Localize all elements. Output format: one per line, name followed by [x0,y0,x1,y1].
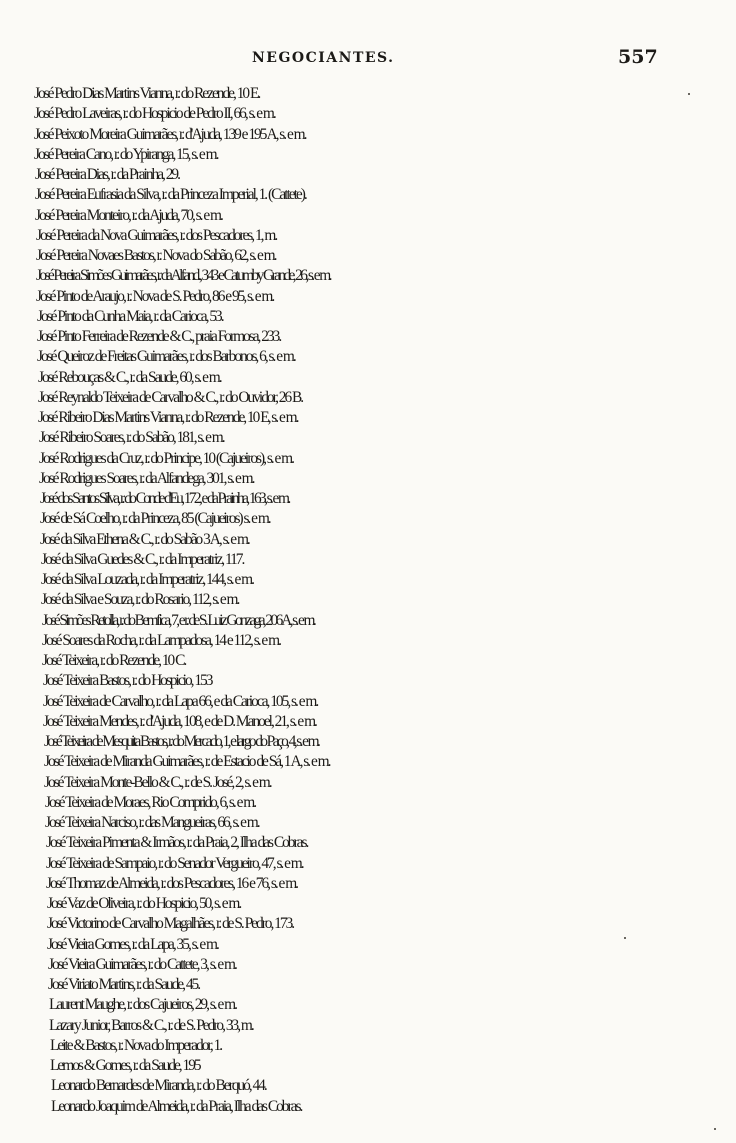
merchant-entry: José Teixeira Bastos, r. do Hospicio, 153 [43,672,212,690]
merchant-entry: José Thomaz de Almeida, r. dos Pescadores, 16 e 76, s. e m. [46,874,298,892]
print-speck [714,1128,716,1130]
merchant-entry: José Vaz de Oliveira, r. do Hospicio, 50, s. e m. [47,895,241,912]
merchant-entry: José dos Santos Silva, r. do Conde d'Eu, 172, e da Prainha, 163, s. e m. [40,490,289,507]
merchant-entry: José Pereira da Nova Guimarães, r. dos Pescadores, 1, m. [36,226,277,244]
print-speck [688,93,690,95]
merchant-entry: José Ribeiro Soares, r. do Sabão, 181, s. e m. [39,429,224,447]
merchant-entry: José Teixeira Pimenta & Irmãos, r. da Praia, 2, Ilha das Cobras. [46,834,308,852]
merchant-list [0,84,736,1117]
print-speck [624,937,626,939]
merchant-entry: José Rebouças & C., r. da Saude, 60, s. e m. [38,368,221,386]
running-title: NEGOCIANTES. [252,50,395,66]
page-header [0,46,736,76]
merchant-entry: José Pereira Simões Guimarães, r. da Alfand., 343 e Catumby Grande, 26, s. e m. [36,267,330,285]
merchant-entry: José Teixeira de Carvalho, r. da Lapa 66, e da Carioca, 105, s. e m. [43,692,318,710]
merchant-entry: Leite & Bastos, r. Nova do Imperador, 1. [50,1036,222,1054]
merchant-entry: José Teixeira de Miranda Guimarães, r. de Estacio de Sá, 1 A, s. e m. [44,753,330,771]
merchant-entry: José Reynaldo Teixeira de Carvalho & C., r. do Ouvidor, 26 B. [38,388,303,406]
merchant-entry: José Pereira Eufrasia da Silva, r. da Princeza Imperial, 1. (Cattete). [35,186,306,204]
merchant-entry: José Teixeira Monte-Bello & C., r. de S. José, 2, s. e m. [44,773,271,791]
merchant-entry: José Queiroz de Freitas Guimarães, r. dos Barbonos, 6, s. e m. [37,348,295,366]
merchant-entry: José Simões Retolla, r. do Bemfica, 7, e r. de S. Luiz Gonzaga, 206 A, s. e m. [42,611,315,629]
merchant-entry: Lemos & Gomes, r. da Saude, 195 [50,1057,200,1074]
merchant-entry: José Teixeira de Mesquita Bastos, r. do Mercado, 1, e largo do Paço, 4, s. e m. [44,733,319,750]
merchant-entry: José Pereira Novaes Bastos, r. Nova do Sabão, 62, s. e m. [36,247,276,264]
merchant-entry: José Pereira Cano, r. do Ypiranga, 15, s. e m. [34,145,218,163]
merchant-entry: José Teixeira de Sampaio, r. do Senador Vergueiro, 47, s. e m. [46,854,303,872]
merchant-entry: Lazary Junior, Barros & C., r. de S. Pedro, 33, m. [49,1016,253,1034]
merchant-entry: José Teixeira Mendes, r. d'Ajuda, 108, e de D. Manoel, 21, s. e m. [43,712,316,730]
merchant-entry: Leonardo Bernardes de Miranda, r. do Berquó, 44. [51,1077,266,1095]
merchant-entry: José Viriato Martins, r. da Saude, 45. [48,976,200,993]
merchant-entry: José Pinto da Cunha Maia, r. da Carioca, 53. [37,307,223,325]
merchant-entry: José Ribeiro Dias Martins Vianna, r. do Rezende, 10 E, s. e m. [38,409,298,426]
merchant-entry: José Pedro Dias Martins Vianna, r. do Rezende, 10 E. [34,85,260,102]
merchant-entry: José da Silva Guedes & C., r. da Imperatriz, 117. [41,550,244,568]
merchant-entry: José Pereira Dias, r. da Prainha, 29. [35,166,179,183]
merchant-entry: José Soares da Rocha, r. da Lampadosa, 14 e 112, s. e m. [42,631,280,649]
merchant-entry: José Pedro Laveiras, r. do Hospicio de Pedro II, 66, s. e m. [34,105,275,123]
merchant-entry: José de Sá Coelho, r. da Princeza, 85 (Cajueiros) s. e m. [40,510,270,528]
merchant-entry: José Victorino de Carvalho Magalhães, r. de S. Pedro, 173. [47,915,294,933]
merchant-entry: José Teixeira de Moraes, Rio Comprido, 6, s. e m. [45,793,256,811]
merchant-entry: José Vieira Gomes, r. da Lapa, 35, s. e m. [47,935,218,953]
merchant-entry: Laurent Maughe, r. dos Cajueiros, 29, s. e m. [49,996,236,1014]
merchant-entry: José Pinto Ferreira de Rezende & C., praia Formosa, 233. [37,328,281,345]
merchant-entry: José Vieira Guimarães, r. do Cattete, 3, s. e m. [48,955,236,973]
merchant-entry: Leonardo Joaquim de Almeida, r. da Praia, Ilha das Cobras. [51,1097,302,1115]
merchant-entry: José da Silva Louzada, r. da Imperatriz, 144, s. e m. [41,571,253,588]
merchant-entry: José Rodrigues da Cruz, r. do Principe, 10 (Cajueiros), s. e m. [39,449,294,467]
merchant-entry: José Teixeira, r. do Rezende, 10 C. [42,652,186,669]
page-number: 557 [618,46,658,68]
merchant-entry: José Peixoto Moreira Guimarães, r. d'Ajuda, 139 e 195 A, s. e m. [34,125,306,143]
merchant-entry: José Pereira Monteiro, r. da Ajuda, 70, s. e m. [35,206,222,224]
merchant-entry: José Teixeira Narciso, r. das Mangueiras, 66, s. e m. [45,814,259,831]
merchant-entry: José Rodrigues Soares, r. da Alfandega, 301, s. e m. [39,469,254,487]
merchant-entry: José da Silva Ethena & C., r. do Sabão 3 A, s. e m. [40,530,249,548]
merchant-entry: José Pinto de Araujo, r. Nova de S. Pedro, 86 e 95, s. e m. [36,287,274,305]
merchant-entry: José da Silva e Souza, r. do Rosario, 112, s. e m. [41,591,239,609]
